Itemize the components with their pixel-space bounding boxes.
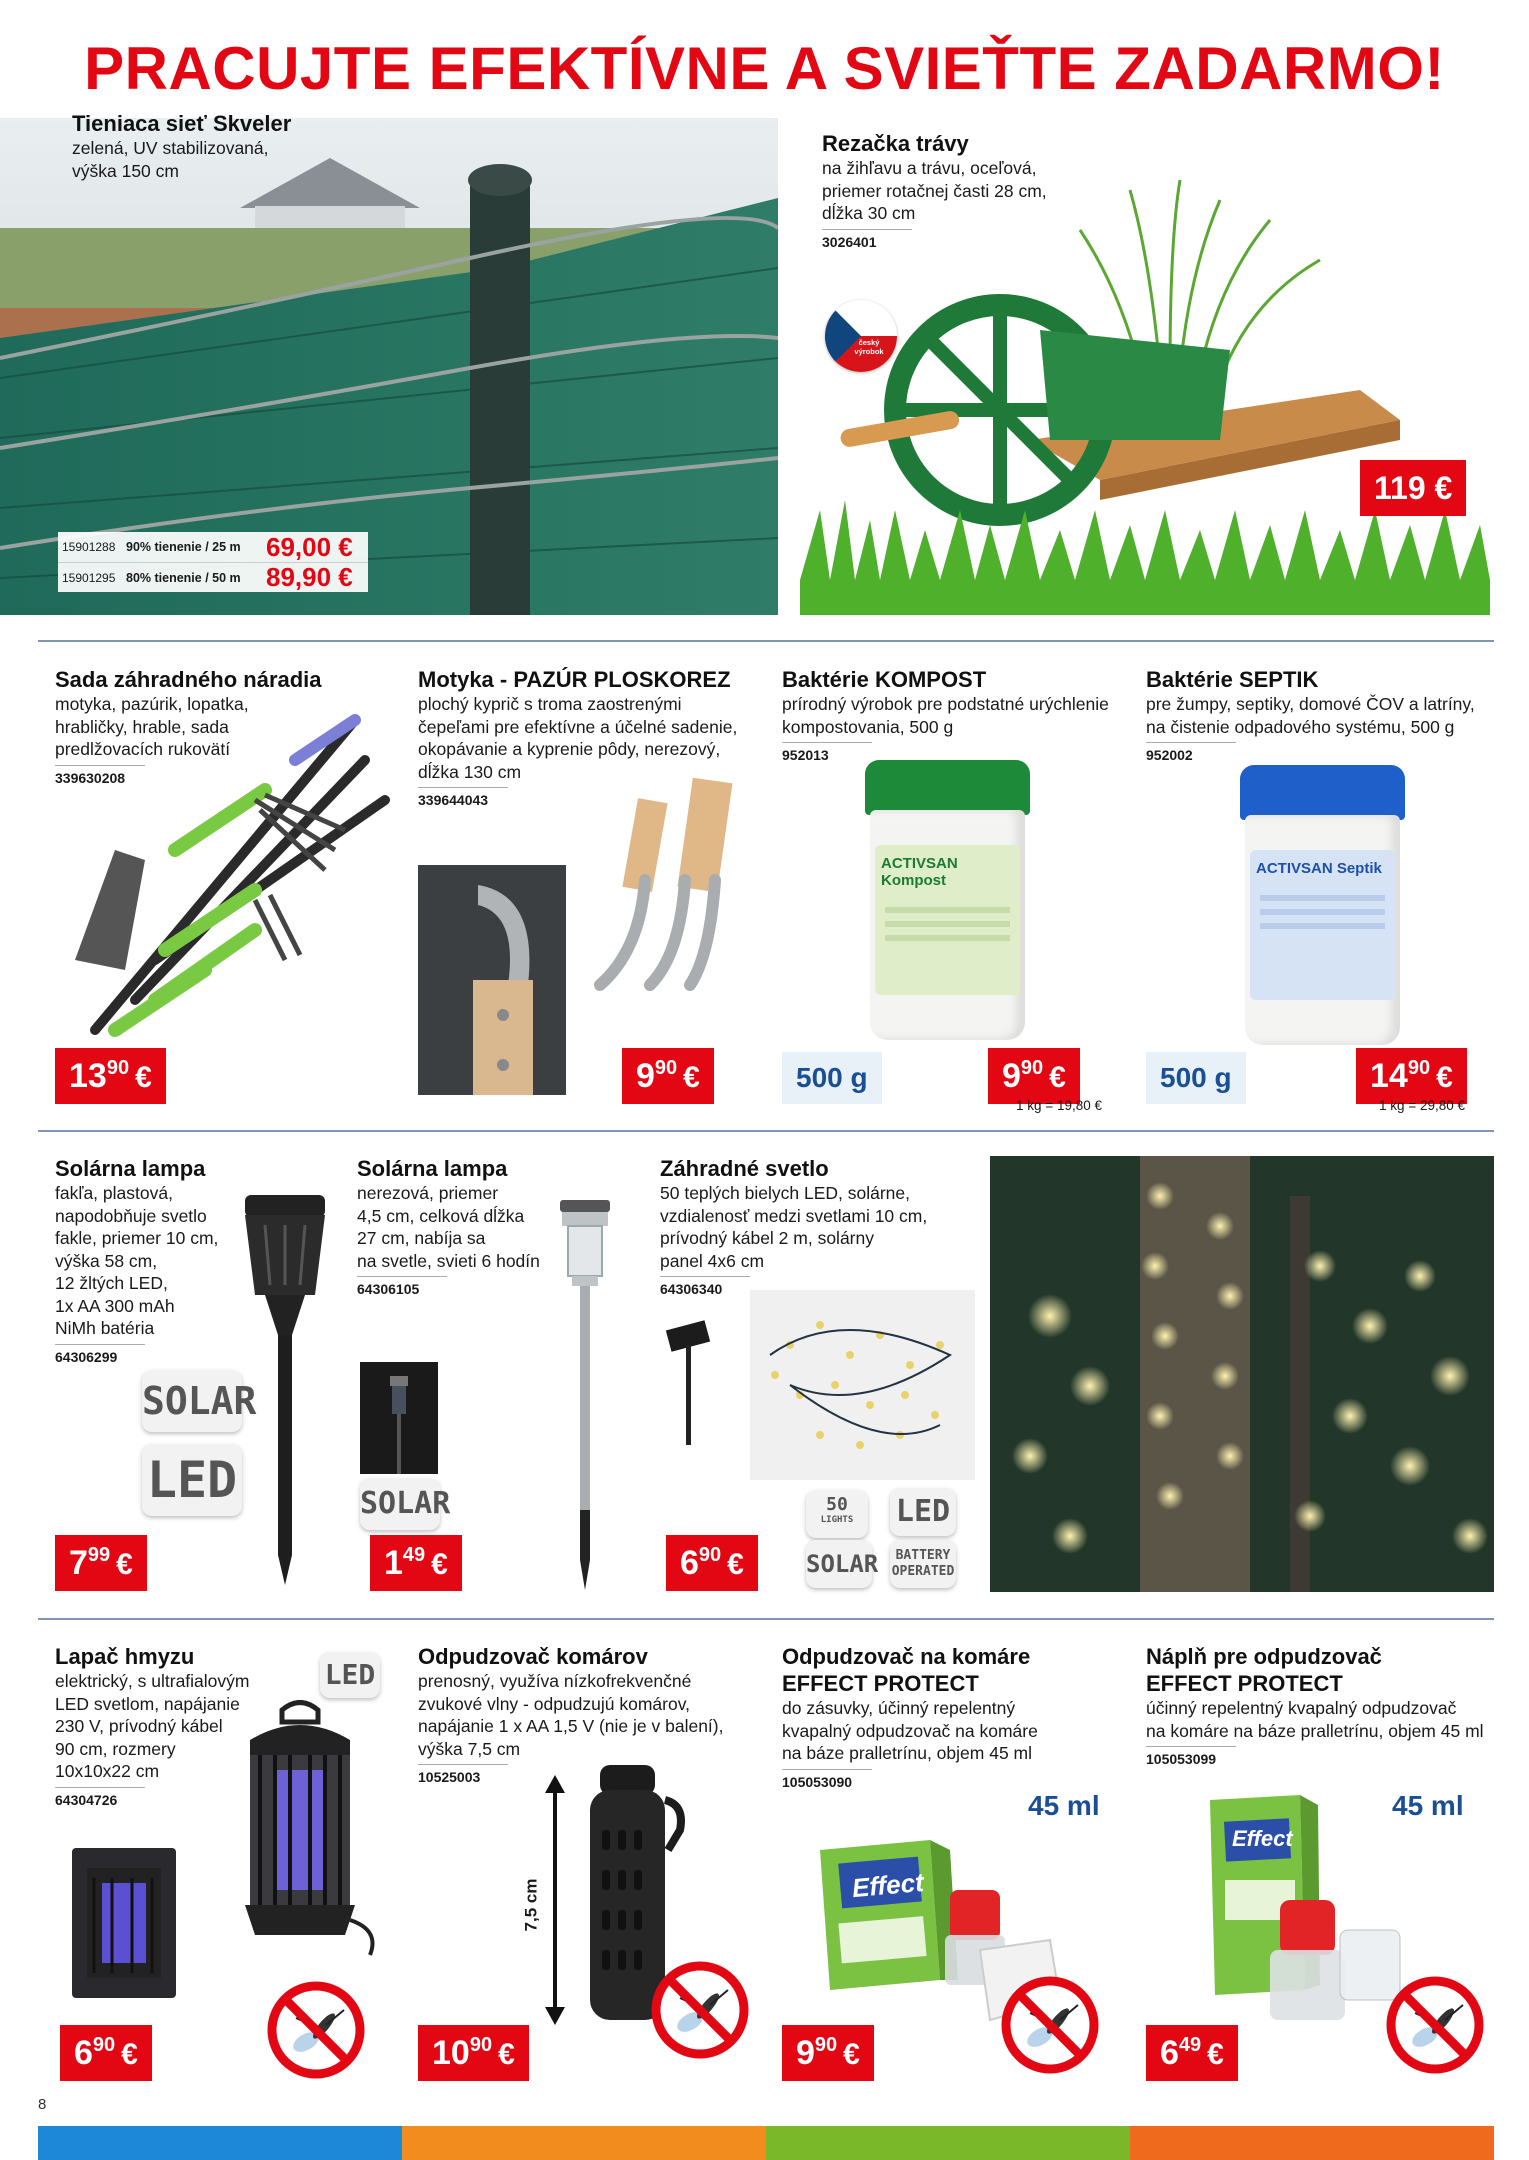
garden-light-product-photo xyxy=(660,1285,980,1485)
divider xyxy=(38,640,1494,642)
product-desc-line: NiMh batéria xyxy=(55,1318,155,1338)
garden-light-price xyxy=(666,1535,758,1591)
product-desc-line: kvapalný odpudzovač na komáre xyxy=(782,1720,1038,1741)
volume-label: 45 ml xyxy=(1028,1790,1100,1821)
product-title: Baktérie KOMPOST xyxy=(782,667,987,692)
hoe-blades-photo xyxy=(590,770,760,1000)
product-desc-line: fakľa, plastová, xyxy=(55,1183,173,1203)
product-desc-line: nerezová, priemer xyxy=(357,1183,499,1203)
variant-price: 89,90 € xyxy=(266,562,353,592)
product-desc-line: fakle, priemer 10 cm, xyxy=(55,1228,219,1248)
product-desc-line: okopávanie a kyprenie pôdy, nerezový, xyxy=(418,739,721,759)
variant-label: 90% tienenie / 25 m xyxy=(126,540,241,554)
product-desc-line: napodobňuje svetlo xyxy=(55,1205,207,1226)
product-code: 339630208 xyxy=(55,765,145,786)
product-desc-line: výška 150 cm xyxy=(72,160,179,181)
product-desc-line: predlžovacích rukovätí xyxy=(55,739,231,759)
product-code: 3026401 xyxy=(822,229,912,250)
insect-trap-photo xyxy=(220,1700,380,1960)
product-title: Lapač hmyzu xyxy=(55,1644,195,1669)
insect-trap-price xyxy=(60,2025,152,2081)
price-currency: € xyxy=(431,1548,448,1581)
septic-bacteria-text xyxy=(1146,666,1506,765)
led-badge: LED xyxy=(320,1652,380,1698)
product-desc-line: hrabličky, hrable, sada xyxy=(55,716,229,737)
hoe-price xyxy=(622,1048,714,1104)
no-mosquito-icon xyxy=(1000,1975,1100,2075)
product-desc-line: 10x10x22 cm xyxy=(55,1761,160,1781)
product-desc-line: plochý kyprič s troma zaostrenými xyxy=(418,694,682,714)
jar-label: ACTIVSAN Septik xyxy=(1256,860,1382,877)
compost-bacteria-text xyxy=(782,666,1142,765)
product-desc-line: na čistenie odpadového systému, 500 g xyxy=(1146,716,1455,737)
product-title-line: EFFECT PROTECT xyxy=(782,1671,979,1696)
plugin-repeller-price xyxy=(782,2025,874,2081)
product-desc-line: výška 7,5 cm xyxy=(418,1738,521,1759)
product-code: 64306105 xyxy=(357,1276,447,1297)
product-title: Rezačka trávy xyxy=(822,131,969,156)
no-mosquito-icon xyxy=(1385,1975,1485,2075)
product-title: Solárna lampa xyxy=(357,1156,508,1181)
jar-label: ACTIVSAN Kompost xyxy=(881,855,958,889)
price-main: 13 xyxy=(69,1057,107,1095)
price-cents: 90 xyxy=(1020,1057,1044,1079)
product-title: Náplň pre odpudzovač xyxy=(1146,1644,1382,1669)
product-code: 64306340 xyxy=(660,1276,750,1297)
price-main: 9 xyxy=(796,2034,815,2072)
price-cents: 90 xyxy=(469,2034,493,2056)
led-badge: LED xyxy=(142,1444,242,1516)
product-title: Záhradné svetlo xyxy=(660,1156,829,1181)
solar-badge: SOLAR xyxy=(806,1540,872,1588)
variant-code: 15901295 xyxy=(62,570,116,585)
price-main: 14 xyxy=(1370,1057,1408,1095)
septic-weight: 500 g xyxy=(1146,1052,1246,1104)
mosquito-repeller-price xyxy=(418,2025,529,2081)
product-desc-line: zvukové vlny - odpudzujú komárov, xyxy=(418,1693,691,1714)
price-cents: 49 xyxy=(402,1544,426,1566)
badge-line: 50 xyxy=(826,1494,848,1515)
garden-light-text xyxy=(660,1155,980,1299)
plugin-repeller-text xyxy=(782,1643,1122,1792)
led-badge: LED xyxy=(890,1488,956,1536)
product-code: 10525003 xyxy=(418,1764,508,1785)
product-desc-line: LED svetlom, napájanie xyxy=(55,1693,240,1714)
product-title: Baktérie SEPTIK xyxy=(1146,667,1319,692)
price-currency: € xyxy=(116,1548,133,1581)
septic-unit-price: 1 kg = 29,80 € xyxy=(1379,1098,1465,1113)
product-title: Motyka - PAZÚR PLOSKOREZ xyxy=(418,667,731,692)
product-desc-line: výška 58 cm, xyxy=(55,1250,158,1271)
product-desc-line: prívodný kábel 2 m, solárny xyxy=(660,1228,874,1248)
product-desc-line: napájanie 1 x AA 1,5 V (nie je v balení), xyxy=(418,1716,724,1736)
product-title-line: EFFECT PROTECT xyxy=(1146,1671,1343,1696)
price-currency: € xyxy=(1049,1061,1066,1094)
hoe-closeup-photo xyxy=(418,865,566,1095)
price-currency: € xyxy=(843,2038,860,2071)
footer-stripe-green xyxy=(766,2126,1130,2160)
dimension-label: 7,5 cm xyxy=(521,1878,541,1932)
price-main: 1 xyxy=(384,1544,403,1582)
badge-line: český xyxy=(858,338,880,347)
product-desc-line: zelená, UV stabilizovaná, xyxy=(72,138,269,158)
solar-torch-price xyxy=(55,1535,147,1591)
garden-lights-night-photo xyxy=(990,1156,1494,1592)
price-main: 6 xyxy=(1160,2034,1179,2072)
product-desc-line: čepeľami pre efektívne a účelné sadenie, xyxy=(418,716,738,737)
price-cents: 90 xyxy=(814,2034,838,2056)
variant-row xyxy=(58,532,368,562)
compost-unit-price: 1 kg = 19,80 € xyxy=(1016,1098,1102,1113)
price-cents: 99 xyxy=(87,1544,111,1566)
product-code: 952002 xyxy=(1146,742,1236,763)
price-currency: € xyxy=(121,2038,138,2071)
price-main: 7 xyxy=(69,1544,88,1582)
product-title: Sada záhradného náradia xyxy=(55,667,322,692)
compost-jar xyxy=(865,760,1030,1040)
product-desc-line: na komáre na báze pralletrínu, objem 45 ml xyxy=(1146,1720,1484,1741)
price-cents: 90 xyxy=(92,2034,116,2056)
product-desc-line: motyka, pazúrik, lopatka, xyxy=(55,694,249,714)
product-desc-line: 50 teplých bielych LED, solárne, xyxy=(660,1183,910,1203)
product-desc-line: účinný repelentný kvapalný odpudzovač xyxy=(1146,1698,1457,1718)
variant-price: 69,00 € xyxy=(266,531,353,562)
product-code: 339644043 xyxy=(418,787,508,808)
shade-net-text xyxy=(72,110,291,182)
product-desc-line: panel 4x6 cm xyxy=(660,1250,765,1271)
footer-stripe-blue xyxy=(38,2126,402,2160)
price-cents: 90 xyxy=(1407,1057,1431,1079)
no-mosquito-icon xyxy=(266,1980,366,2080)
badge-line: výrobok xyxy=(854,347,884,356)
compost-weight: 500 g xyxy=(782,1052,882,1104)
product-title: Odpudzovač na komáre xyxy=(782,1644,1031,1669)
badge-line: OPERATED xyxy=(891,1564,955,1579)
product-desc-line: 27 cm, nabíja sa xyxy=(357,1228,486,1248)
product-desc-line: na báze pralletrínu, objem 45 ml xyxy=(782,1743,1032,1763)
variant-code: 15901288 xyxy=(62,540,116,554)
product-desc-line: dĺžka 130 cm xyxy=(418,761,522,782)
product-desc-line: 1x AA 300 mAh xyxy=(55,1295,175,1316)
lights-count-badge xyxy=(806,1490,868,1538)
footer-stripe-orange xyxy=(402,2126,766,2160)
product-desc-line: priemer rotačnej časti 28 cm, xyxy=(822,180,1047,201)
septic-price xyxy=(1356,1048,1467,1104)
grass-cutter-text xyxy=(822,130,1047,252)
steel-lamp-night-photo xyxy=(360,1362,438,1474)
grass-cutter-price: 119 € xyxy=(1360,460,1466,516)
product-code: 952013 xyxy=(782,742,872,763)
price-currency: € xyxy=(498,2038,515,2071)
product-desc-line: pre žumpy, septiky, domové ČOV a latríny, xyxy=(1146,694,1475,714)
price-cents: 49 xyxy=(1178,2034,1202,2056)
price-main: 6 xyxy=(74,2034,93,2072)
steel-lamp-photo xyxy=(550,1190,620,1590)
page-number: 8 xyxy=(38,2096,47,2113)
divider xyxy=(38,1618,1494,1620)
product-desc-line: prenosný, využíva nízkofrekvenčné xyxy=(418,1671,692,1691)
product-desc-line: prírodný výrobok pre podstatné urýchlenie xyxy=(782,694,1109,714)
product-title: Solárna lampa xyxy=(55,1156,206,1181)
variant-label: 80% tienenie / 50 m xyxy=(126,570,241,585)
product-desc-line: 4,5 cm, celková dĺžka xyxy=(357,1205,525,1226)
product-code: 64304726 xyxy=(55,1787,145,1808)
garden-tool-set-price xyxy=(55,1048,166,1104)
price-cents: 90 xyxy=(698,1544,722,1566)
price-main: 9 xyxy=(636,1057,655,1095)
variant-table xyxy=(58,532,368,592)
product-desc-line: dĺžka 30 cm xyxy=(822,203,916,223)
steel-solar-lamp-text xyxy=(357,1155,577,1299)
product-desc-line: na žihľavu a trávu, oceľová, xyxy=(822,158,1037,178)
insect-trap-closeup-photo xyxy=(72,1848,176,1998)
variant-row xyxy=(58,562,368,592)
product-desc-line: elektrický, s ultrafialovým xyxy=(55,1671,250,1691)
product-title: Tieniaca sieť Skveler xyxy=(72,111,292,136)
product-desc-line: 12 žltých LED, xyxy=(55,1273,168,1293)
product-code: 64306299 xyxy=(55,1344,145,1365)
price-currency: € xyxy=(683,1061,700,1094)
product-desc-line: 230 V, prívodný kábel xyxy=(55,1716,223,1736)
price-cents: 90 xyxy=(106,1057,130,1079)
price-main: 6 xyxy=(680,1544,699,1582)
refill-text xyxy=(1146,1643,1506,1769)
czech-product-badge xyxy=(825,300,897,372)
footer-stripe-red-orange xyxy=(1130,2126,1494,2160)
product-code: 105053099 xyxy=(1146,1746,1236,1767)
compost-price xyxy=(988,1048,1080,1104)
product-code: 105053090 xyxy=(782,1769,872,1790)
badge-line: BATTERY xyxy=(895,1548,951,1563)
badge-line: LIGHTS xyxy=(820,1515,854,1525)
volume-label: 45 ml xyxy=(1392,1790,1464,1821)
solar-badge: SOLAR xyxy=(360,1478,440,1530)
solar-badge: SOLAR xyxy=(142,1370,242,1432)
price-currency: € xyxy=(1436,1061,1453,1094)
price-currency: € xyxy=(727,1548,744,1581)
garden-tool-set-photo xyxy=(55,700,395,1040)
battery-badge xyxy=(890,1540,956,1588)
product-desc-line: vzdialenosť medzi svetlami 10 cm, xyxy=(660,1205,928,1226)
price-main: 10 xyxy=(432,2034,470,2072)
price-currency: € xyxy=(1207,2038,1224,2071)
refill-price xyxy=(1146,2025,1238,2081)
divider xyxy=(38,1130,1494,1132)
product-desc-line: do zásuvky, účinný repelentný xyxy=(782,1698,1016,1718)
product-desc-line: kompostovania, 500 g xyxy=(782,716,954,737)
price-cents: 90 xyxy=(654,1057,678,1079)
page-headline: PRACUJTE EFEKTÍVNE A SVIEŤTE ZADARMO! xyxy=(84,35,1445,102)
product-desc-line: 90 cm, rozmery xyxy=(55,1738,176,1759)
box-brand: Effect xyxy=(850,1866,925,1904)
box-brand: Effect xyxy=(1232,1826,1293,1851)
price-currency: € xyxy=(135,1061,152,1094)
no-mosquito-icon xyxy=(650,1960,750,2060)
price-main: 9 xyxy=(1002,1057,1021,1095)
product-desc-line: na svetle, svieti 6 hodín xyxy=(357,1250,540,1271)
septic-jar xyxy=(1240,765,1405,1045)
product-title: Odpudzovač komárov xyxy=(418,1644,648,1669)
steel-lamp-price xyxy=(370,1535,462,1591)
